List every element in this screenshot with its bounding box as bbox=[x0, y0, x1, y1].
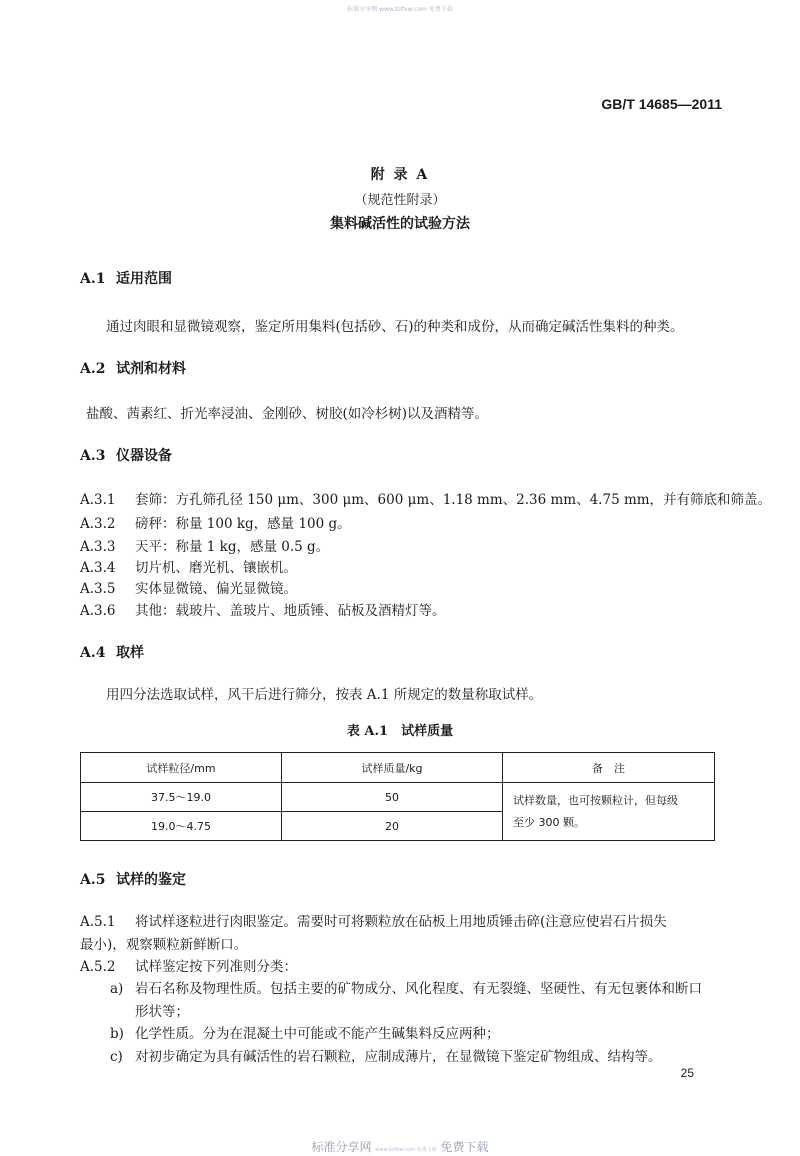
item-text: 磅秤：称量 100 kg，感量 100 g。 bbox=[135, 516, 351, 532]
table-cell: 20 bbox=[282, 812, 503, 841]
list-item-a33 bbox=[80, 535, 329, 555]
table-caption: 表 A.1 试样质量 bbox=[346, 724, 454, 739]
section-a4-text: 用四分法选取试样，风干后进行筛分，按表 A.1 所规定的数量称取试样。 bbox=[106, 687, 543, 703]
item-number: A.3.1 bbox=[80, 492, 116, 508]
list-text: 化学性质。分为在混凝土中可能或不能产生碱集料反应两种； bbox=[135, 1026, 500, 1042]
section-number: A.3 bbox=[80, 448, 106, 464]
table-header: 备 注 bbox=[503, 753, 715, 783]
table-cell: 37.5～19.0 bbox=[81, 783, 282, 812]
section-title: 适用范围 bbox=[116, 271, 172, 287]
list-item-a bbox=[110, 977, 702, 997]
para-a51-continued: 最小)，观察颗粒新鲜断口。 bbox=[80, 937, 248, 953]
top-watermark: 标准分享网 www.bzfxw.com 免费下载 bbox=[347, 6, 453, 13]
section-number: A.2 bbox=[80, 361, 106, 377]
table-cell: 19.0～4.75 bbox=[81, 812, 282, 841]
item-text: 天平：称量 1 kg，感量 0.5 g。 bbox=[135, 539, 330, 555]
item-text: 将试样逐粒进行肉眼鉴定。需要时可将颗粒放在砧板上用地质锤击碎(注意应使岩石片损失 bbox=[135, 914, 667, 930]
list-marker: c) bbox=[110, 1049, 123, 1065]
table-header-row bbox=[81, 753, 715, 783]
section-number: A.5 bbox=[80, 872, 106, 888]
list-marker: a) bbox=[110, 981, 124, 997]
section-a2-text: 盐酸、茜素红、折光率浸油、金刚砂、树胶(如冷杉树)以及酒精等。 bbox=[86, 406, 489, 422]
list-item-a36 bbox=[80, 599, 446, 619]
section-title: 取样 bbox=[116, 645, 144, 661]
list-item-a31 bbox=[80, 488, 771, 508]
watermark-brand: 标准分享网 bbox=[311, 1140, 372, 1154]
item-text: 套筛：方孔筛孔径 150 μm、300 μm、600 μm、1.18 mm、2.36 mm、4.75 mm，并有筛底和筛盖。 bbox=[135, 492, 772, 508]
section-a3-heading bbox=[80, 445, 172, 465]
list-text: 对初步确定为具有碱活性的岩石颗粒，应制成薄片，在显微镜下鉴定矿物组成、结构等。 bbox=[135, 1049, 662, 1065]
page-number: 25 bbox=[680, 1066, 694, 1080]
appendix-heading: 集料碱活性的试验方法 bbox=[330, 216, 470, 232]
table-row bbox=[81, 783, 715, 812]
item-number: A.3.6 bbox=[80, 603, 116, 619]
watermark-url: www.bzfxw.com 免费下载 bbox=[375, 1147, 437, 1153]
item-text: 实体显微镜、偏光显微镜。 bbox=[135, 581, 297, 597]
item-text: 其他：载玻片、盖玻片、地质锤、砧板及酒精灯等。 bbox=[135, 603, 446, 619]
section-number: A.4 bbox=[80, 645, 106, 661]
section-a1-text: 通过肉眼和显微镜观察，鉴定所用集料(包括砂、石)的种类和成份，从而确定碱活性集料的种类。 bbox=[106, 319, 684, 335]
table-note-cell bbox=[503, 783, 715, 841]
item-number: A.3.2 bbox=[80, 516, 116, 532]
standard-number: GB/T 14685—2011 bbox=[601, 96, 722, 112]
table-header: 试样质量/kg bbox=[282, 753, 503, 783]
section-number: A.1 bbox=[80, 271, 106, 287]
list-item-a32 bbox=[80, 512, 351, 532]
list-item-a35 bbox=[80, 577, 297, 597]
item-text: 切片机、磨光机、镶嵌机。 bbox=[135, 560, 297, 576]
section-a2-heading bbox=[80, 358, 186, 378]
section-title: 仪器设备 bbox=[116, 448, 172, 464]
section-title: 试样的鉴定 bbox=[116, 872, 186, 888]
table-note-line: 试样数量，也可按颗粒计，但每级 bbox=[513, 793, 678, 807]
list-item-a34 bbox=[80, 556, 297, 576]
table-note-line: 至少 300 颗。 bbox=[513, 815, 585, 829]
list-item-b bbox=[110, 1022, 500, 1042]
list-text: 岩石名称及物理性质。包括主要的矿物成分、风化程度、有无裂缝、坚硬性、有无包裹体和断口 bbox=[135, 981, 702, 997]
list-item-a-continued: 形状等； bbox=[135, 1004, 189, 1020]
para-a51 bbox=[80, 910, 667, 930]
section-a5-heading bbox=[80, 869, 186, 889]
list-marker: b) bbox=[110, 1026, 124, 1042]
appendix-subtitle: （规范性附录） bbox=[354, 193, 446, 208]
section-a1-heading bbox=[80, 268, 172, 288]
item-number: A.3.4 bbox=[80, 560, 116, 576]
item-text: 试样鉴定按下列准则分类： bbox=[135, 959, 297, 975]
section-a4-heading bbox=[80, 642, 144, 662]
bottom-watermark bbox=[0, 1138, 800, 1155]
item-number: A.3.5 bbox=[80, 581, 116, 597]
section-title: 试剂和材料 bbox=[116, 361, 186, 377]
watermark-tail: 免费下载 bbox=[440, 1140, 489, 1154]
item-number: A.5.2 bbox=[80, 959, 116, 975]
item-number: A.5.1 bbox=[80, 914, 116, 930]
para-a52 bbox=[80, 955, 297, 975]
table-header: 试样粒径/mm bbox=[81, 753, 282, 783]
appendix-title: 附 录 A bbox=[370, 167, 430, 183]
table-cell: 50 bbox=[282, 783, 503, 812]
list-item-c bbox=[110, 1045, 662, 1065]
item-number: A.3.3 bbox=[80, 539, 116, 555]
sample-mass-table bbox=[80, 752, 715, 841]
